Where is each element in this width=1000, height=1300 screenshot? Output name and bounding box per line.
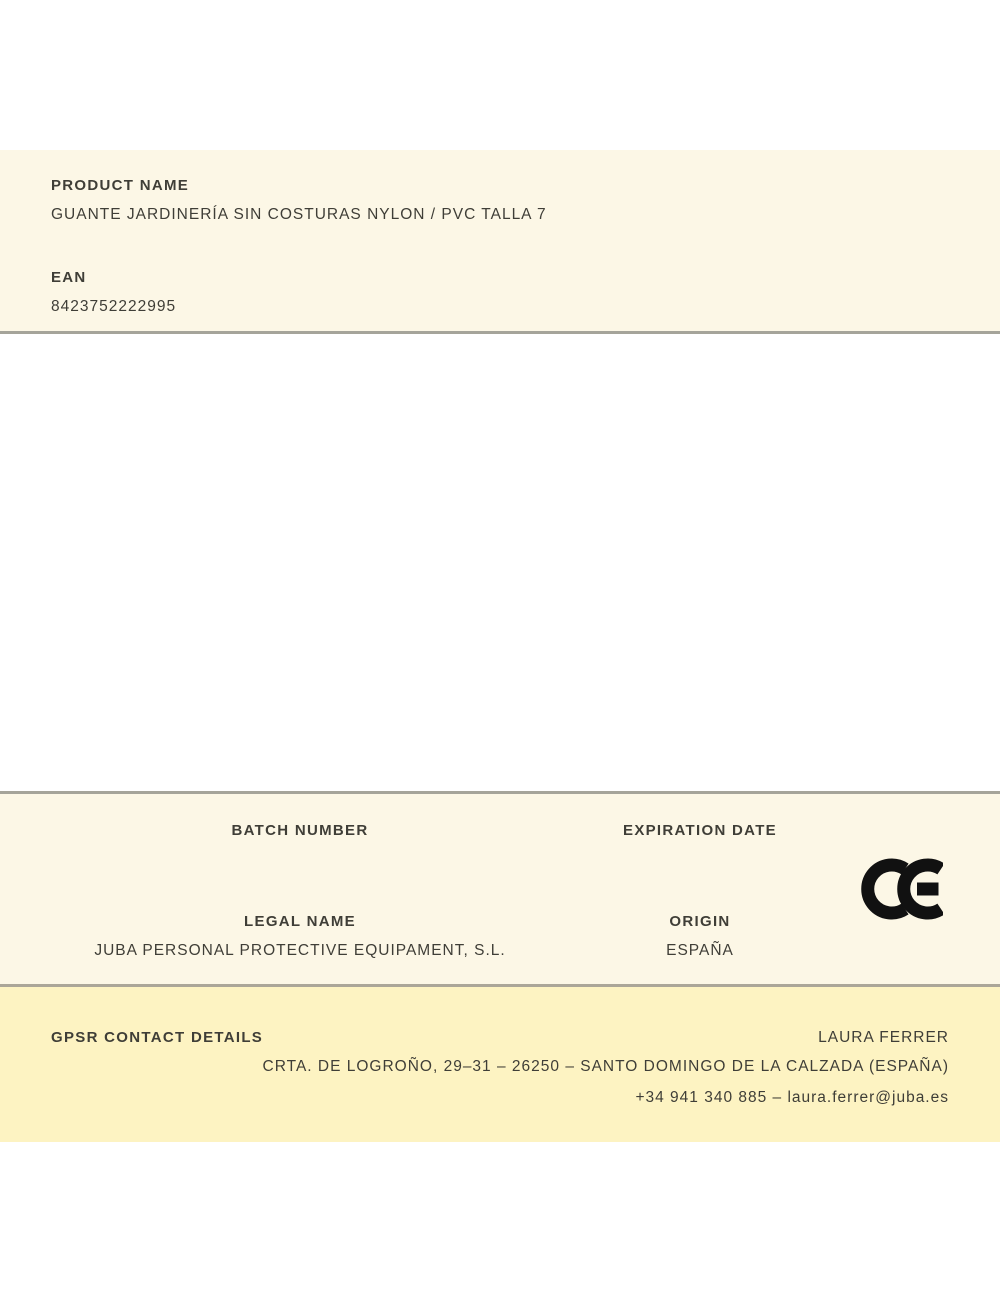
batch-legal-section	[0, 791, 1000, 984]
expiration-date-label: EXPIRATION DATE	[623, 822, 777, 839]
product-name-label: PRODUCT NAME	[51, 177, 190, 194]
ean-value: 8423752222995	[51, 298, 177, 315]
contact-person-name: LAURA FERRER	[818, 1029, 949, 1046]
expiration-origin-column	[600, 794, 800, 984]
ce-mark-column	[800, 794, 1000, 984]
contact-phone-email: +34 941 340 885 – laura.ferrer@juba.es	[635, 1089, 949, 1106]
batch-legal-column	[0, 794, 600, 984]
origin-label: ORIGIN	[669, 913, 731, 930]
gpsr-contact-label: GPSR CONTACT DETAILS	[51, 1029, 264, 1046]
product-name-value: GUANTE JARDINERÍA SIN COSTURAS NYLON / PVC TALLA 7	[51, 206, 547, 223]
top-whitespace	[0, 0, 1000, 150]
contact-address: CRTA. DE LOGROÑO, 29–31 – 26250 – SANTO DOMINGO DE LA CALZADA (ESPAÑA)	[262, 1058, 949, 1075]
legal-name-value: JUBA PERSONAL PROTECTIVE EQUIPAMENT, S.L.	[94, 942, 506, 959]
ce-mark-icon	[857, 858, 943, 920]
product-info-section	[0, 150, 1000, 334]
batch-number-label: BATCH NUMBER	[231, 822, 369, 839]
ean-label: EAN	[51, 269, 87, 286]
contact-header-row	[51, 1029, 949, 1047]
gpsr-contact-section	[0, 984, 1000, 1142]
middle-whitespace	[0, 334, 1000, 791]
legal-name-label: LEGAL NAME	[244, 913, 356, 930]
origin-value: ESPAÑA	[666, 942, 734, 959]
